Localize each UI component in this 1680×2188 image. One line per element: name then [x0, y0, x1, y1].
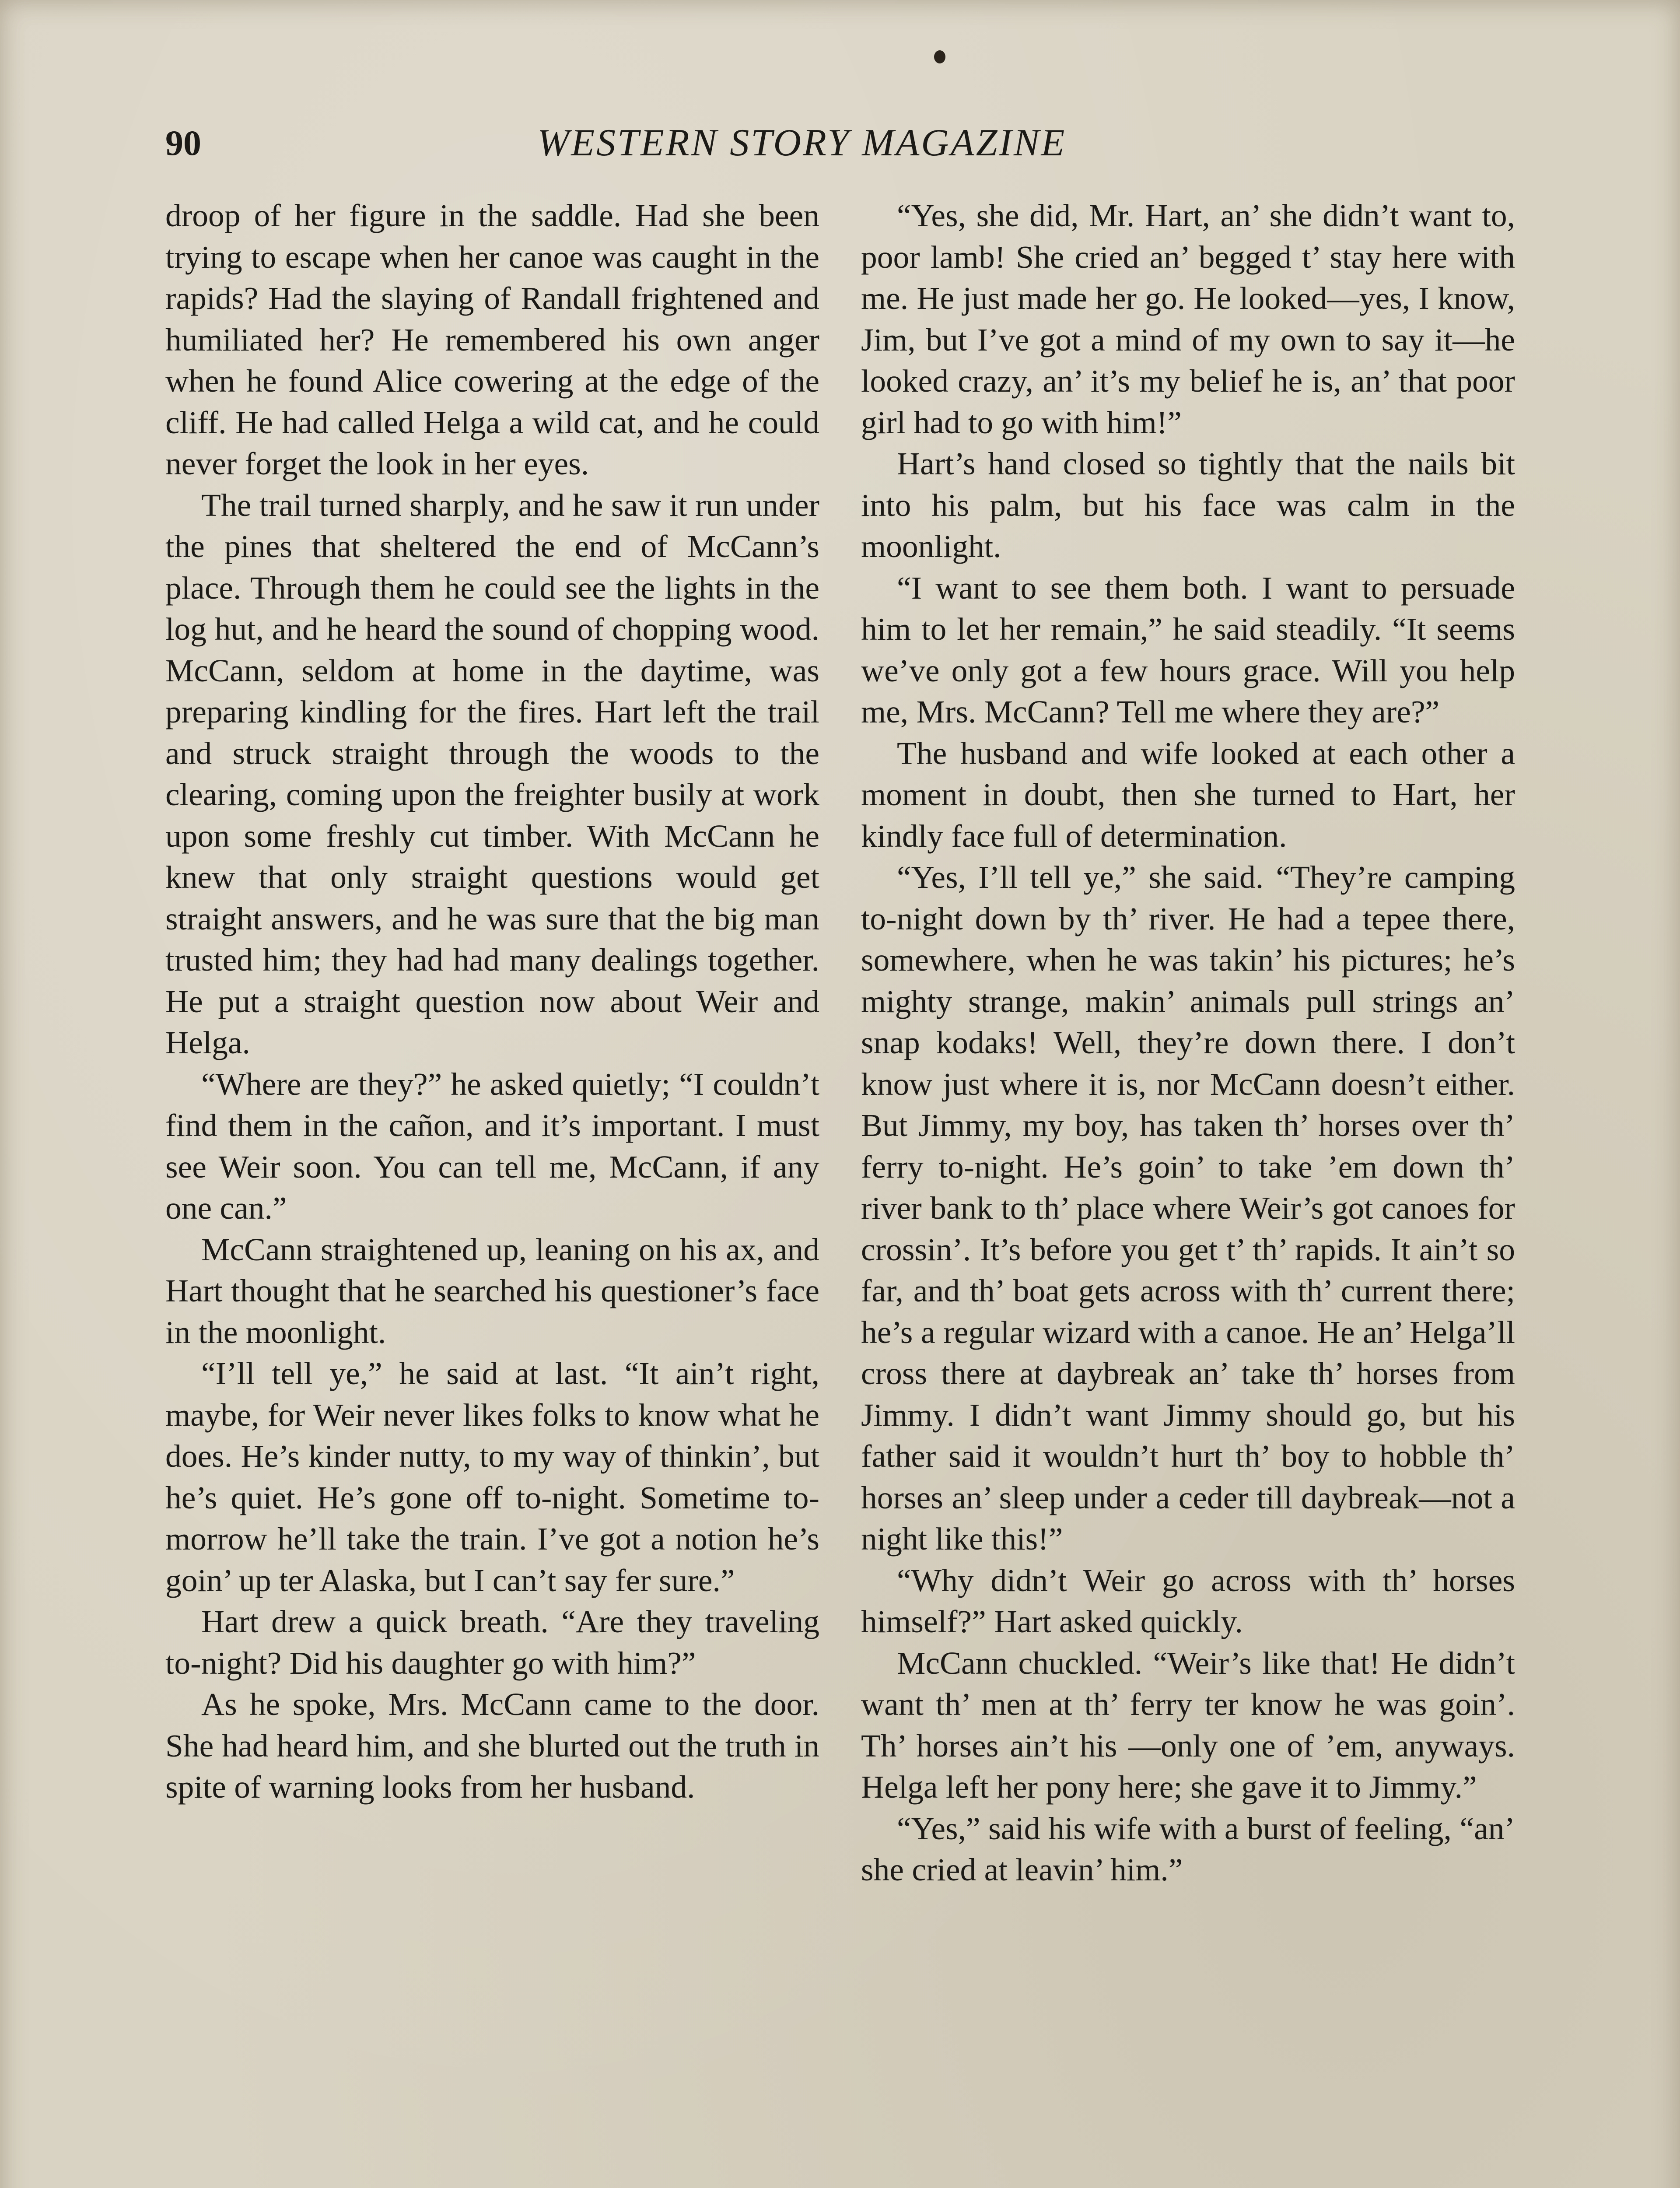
- paragraph: “Yes, she did, Mr. Hart, an’ she didn’t want to, poor lamb! She cried an’ begged t’ stay here with me. He just made her go. He looked—yes, I know, Jim, but I’ve got a mind of my own to say it—he looked crazy, an’ it’s my belief he is, an’ that poor girl had to go with him!”: [861, 198, 1515, 440]
- paragraph: droop of her figure in the saddle. Had she been trying to escape when her canoe was caught in the rapids? Had the slaying of Randall frightened and humiliated her? He remembered his own anger when he found Alice cowering at the edge of the cliff. He had called Helga a wild cat, and he could never forget the look in her eyes.: [165, 198, 819, 481]
- paragraph: The trail turned sharply, and he saw it run under the pines that sheltered the end of McCann’s place. Through them he could see the lights in the log hut, and he heard the sound of chopping wood. McCann, seldom at home in the daytime, was preparing kindling for the fires. Hart left the trail and struck straight through the woods to the clearing, coming upon the freighter busily at work upon some freshly cut timber. With McCann he knew that only straight questions would get straight answers, and he was sure that the big man trusted him; they had had many dealings together. He put a straight question now about Weir and Helga.: [165, 487, 819, 1060]
- paragraph: “I’ll tell ye,” he said at last. “It ain’t right, maybe, for Weir never likes folks to know what he does. He’s kinder nutty, to my way of thinkin’, but he’s quiet. He’s gone off to-night. Sometime to-morrow he’ll take the train. I’ve got a notion he’s goin’ up ter Alaska, but I can’t say fer sure.”: [165, 1356, 819, 1598]
- paragraph: Hart drew a quick breath. “Are they traveling to-night? Did his daughter go with him?”: [165, 1604, 819, 1681]
- right-column: [861, 195, 1515, 1891]
- paragraph: McCann straightened up, leaning on his ax, and Hart thought that he searched his questioner’s face in the moonlight.: [165, 1231, 819, 1350]
- paragraph: “Where are they?” he asked quietly; “I couldn’t find them in the cañon, and it’s important. I must see Weir soon. You can tell me, McCann, if any one can.”: [165, 1066, 819, 1226]
- paragraph: McCann chuckled. “Weir’s like that! He didn’t want th’ men at th’ ferry ter know he was goin’. Th’ horses ain’t his —only one of ’em, anyways. Helga left her pony here; she gave it to Jimmy.”: [861, 1645, 1515, 1805]
- ink-speck: [934, 50, 945, 63]
- running-title: WESTERN STORY MAGAZINE: [537, 122, 1067, 164]
- paragraph: As he spoke, Mrs. McCann came to the door. She had heard him, and she blurted out the truth in spite of warning looks from her husband.: [165, 1687, 819, 1805]
- paragraph: “Yes,” said his wife with a burst of feeling, “an’ she cried at leavin’ him.”: [861, 1810, 1515, 1887]
- paragraph: “Why didn’t Weir go across with th’ horses himself?” Hart asked quickly.: [861, 1562, 1515, 1639]
- paragraph: “Yes, I’ll tell ye,” she said. “They’re camping to-night down by th’ river. He had a tepee there, somewhere, when he was takin’ his pictures; he’s mighty strange, makin’ animals pull strings an’ snap kodaks! Well, they’re down there. I don’t know just where it is, nor McCann doesn’t either. But Jimmy, my boy, has taken th’ horses over th’ ferry to-night. He’s goin’ to take ’em down th’ river bank to th’ place where Weir’s got canoes for crossin’. It’s before you get t’ th’ rapids. It ain’t so far, and th’ boat gets across with th’ current there; he’s a regular wizard with a canoe. He an’ Helga’ll cross there at daybreak an’ take th’ horses from Jimmy. I didn’t want Jimmy should go, but his father said it wouldn’t hurt th’ boy to hobble th’ horses an’ sleep under a ceder till daybreak—not a night like this!”: [861, 859, 1515, 1557]
- paragraph: The husband and wife looked at each other a moment in doubt, then she turned to Hart, her kindly face full of determination.: [861, 735, 1515, 854]
- paragraph: Hart’s hand closed so tightly that the nails bit into his palm, but his face was calm in the moonlight.: [861, 446, 1515, 564]
- page-header: [165, 115, 1570, 172]
- page-number: 90: [165, 123, 201, 163]
- paragraph: “I want to see them both. I want to persuade him to let her remain,” he said steadily. “It seems we’ve only got a few hours grace. Will you help me, Mrs. McCann? Tell me where they are?”: [861, 570, 1515, 729]
- left-column: [165, 195, 819, 1808]
